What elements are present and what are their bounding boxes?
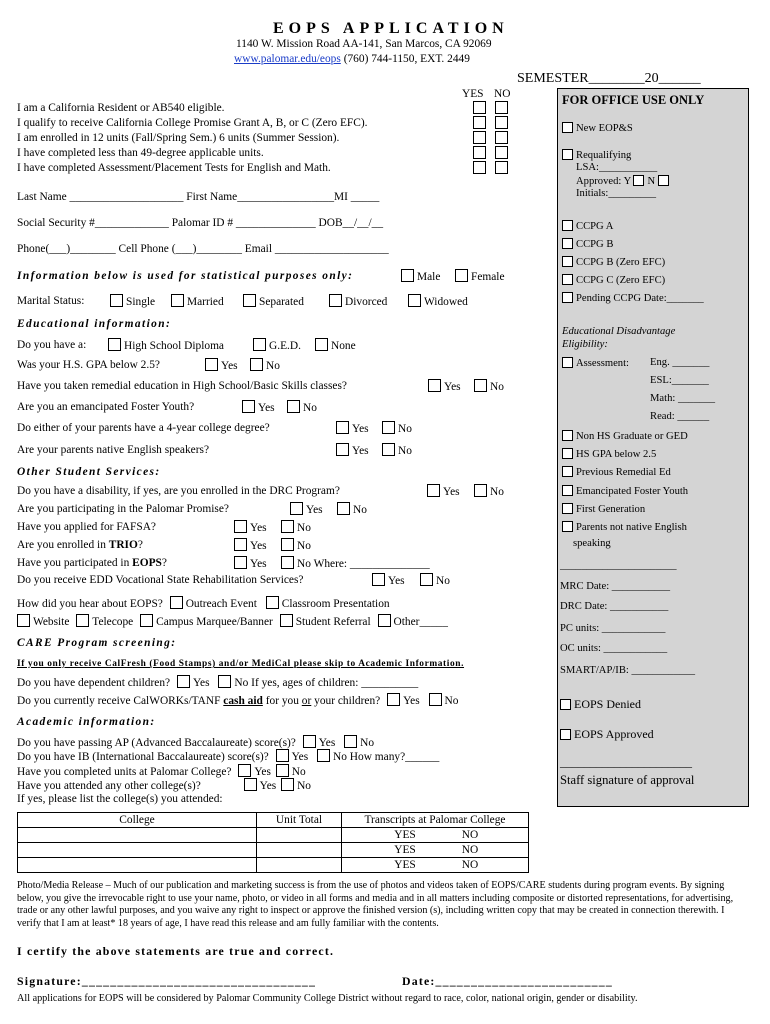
no-option[interactable]: No xyxy=(474,484,504,498)
office-speaking: speaking xyxy=(573,538,611,549)
office-drc-date[interactable]: DRC Date: ___________ xyxy=(560,601,669,612)
checkbox xyxy=(420,573,433,586)
yes-option[interactable]: Yes xyxy=(234,520,267,534)
office-divider: ______________________ xyxy=(560,560,677,571)
footer-notice: All applications for EOPS will be considered by Palomar Community College District without regard to race, color, national origin, gender or disability. xyxy=(17,993,638,1004)
care-note: If you only receive CalFresh (Food Stamps) and/or MediCal please skip to Academic Information. xyxy=(17,659,465,669)
yes-option[interactable]: Yes xyxy=(290,502,323,516)
checkbox xyxy=(562,274,573,285)
office-smart[interactable]: SMART/AP/IB: ____________ xyxy=(560,665,696,676)
marital-single[interactable]: Single xyxy=(110,294,155,308)
checkbox xyxy=(372,573,385,586)
staff-signature-line[interactable]: ______________________ xyxy=(560,755,692,769)
table-row: YES NO xyxy=(18,843,529,858)
marital-married[interactable]: Married xyxy=(171,294,224,308)
marital-separated[interactable]: Separated xyxy=(243,294,304,308)
have-diploma[interactable]: High School Diploma xyxy=(108,338,224,352)
checkbox[interactable] xyxy=(171,294,184,307)
office-ccpg-option[interactable]: CCPG B xyxy=(562,238,613,250)
checkbox xyxy=(562,122,573,133)
checkbox[interactable] xyxy=(408,294,421,307)
disadvantage-title: Educational Disadvantage Eligibility: xyxy=(562,326,676,350)
office-eops-denied[interactable]: EOPS Denied xyxy=(560,697,641,712)
office-new-eops[interactable]: New EOP&S xyxy=(562,122,633,134)
services-heading: Other Student Services: xyxy=(17,466,161,478)
eligibility-item: I am enrolled in 12 units (Fall/Spring Sem.) 6 units (Summer Session). xyxy=(17,132,340,144)
office-oc-units[interactable]: OC units: ____________ xyxy=(560,643,668,654)
hear-options-row2: Website Telecope Campus Marquee/Banner Student Referral Other_____ xyxy=(17,614,448,628)
checkbox[interactable] xyxy=(266,596,279,609)
care-heading: CARE Program screening: xyxy=(17,637,177,649)
checkbox xyxy=(562,503,573,514)
checkbox xyxy=(560,729,571,740)
gender-male[interactable]: Male xyxy=(401,269,440,283)
checkbox xyxy=(562,466,573,477)
checkbox[interactable] xyxy=(329,294,342,307)
calworks-question: Do you currently receive CalWORKs/TANF cash aid for you or your children? Yes No xyxy=(17,695,459,707)
eligibility-item: I am a California Resident or AB540 eligible. xyxy=(17,102,225,114)
office-initials[interactable]: Initials:_________ xyxy=(576,188,657,199)
checkbox xyxy=(562,521,573,532)
checkbox[interactable] xyxy=(253,338,266,351)
checkbox xyxy=(281,520,294,533)
checkbox[interactable] xyxy=(633,175,644,186)
eligibility-item: I have completed less than 49-degree applicable units. xyxy=(17,147,264,159)
office-ccpg-option[interactable]: Pending CCPG Date:_______ xyxy=(562,292,704,304)
office-assessment[interactable]: Assessment: xyxy=(562,357,629,369)
office-disadvantage-option[interactable]: Previous Remedial Ed xyxy=(562,466,671,478)
checkbox xyxy=(562,430,573,441)
checkbox[interactable] xyxy=(17,614,30,627)
office-ccpg-option[interactable]: CCPG A xyxy=(562,220,613,232)
phone-line[interactable]: Phone(___)________ Cell Phone (___)________ Email ____________________ xyxy=(17,243,389,255)
marital-divorced[interactable]: Divorced xyxy=(329,294,387,308)
checkbox xyxy=(474,484,487,497)
office-disadvantage-option[interactable]: HS GPA below 2.5 xyxy=(562,448,656,460)
checkbox xyxy=(428,379,441,392)
office-approved: Approved: Y N xyxy=(576,175,672,187)
office-math[interactable]: Math: _______ xyxy=(650,393,716,404)
office-read[interactable]: Read: ______ xyxy=(650,411,710,422)
yes-option[interactable]: Yes xyxy=(336,421,369,435)
eligibility-yes-checkbox[interactable] xyxy=(473,131,486,144)
checkbox xyxy=(287,400,300,413)
list-colleges-label: If yes, please list the college(s) you attended: xyxy=(17,793,223,805)
checkbox[interactable] xyxy=(658,175,669,186)
eligibility-yes-checkbox[interactable] xyxy=(473,101,486,114)
have-ged[interactable]: G.E.D. xyxy=(253,338,301,352)
eligibility-yes-checkbox[interactable] xyxy=(473,161,486,174)
parents-degree-question: Do either of your parents have a 4-year college degree? xyxy=(17,422,270,434)
promise-question: Are you participating in the Palomar Promise? xyxy=(17,503,229,515)
checkbox[interactable] xyxy=(140,614,153,627)
checkbox[interactable] xyxy=(280,614,293,627)
checkbox xyxy=(562,149,573,160)
yes-option[interactable]: Yes xyxy=(234,538,267,552)
checkbox xyxy=(234,520,247,533)
yes-option[interactable]: Yes xyxy=(428,379,461,393)
checkbox[interactable] xyxy=(218,675,231,688)
photo-release-text: Photo/Media Release – Much of our publication and marketing success is from the use of photos and videos taken of EOPS/CARE students during program events. By signing below, you give the irrevocable right to use your name, photo, or video in all forms and media and in all matters including composite or distorted representations, for advertising, trade or any other lawful purposes, and you waive any right to inspect or approve the finished version (s), including written copy that may be created in connection therewith. I verify that I am at least* 18 years of age, I have read this release and am fully familiar with the contents. xyxy=(17,880,734,929)
date-field[interactable]: Date:_________________________ xyxy=(402,974,613,988)
website-link[interactable]: www.palomar.edu/eops xyxy=(234,53,341,65)
checkbox[interactable] xyxy=(276,749,289,762)
eops-question: Have you participated in EOPS? xyxy=(17,557,167,569)
office-ccpg-option[interactable]: CCPG B (Zero EFC) xyxy=(562,256,665,268)
eligibility-no-checkbox[interactable] xyxy=(495,101,508,114)
eligibility-no-checkbox[interactable] xyxy=(495,116,508,129)
checkbox[interactable] xyxy=(387,693,400,706)
checkbox xyxy=(234,538,247,551)
checkbox[interactable] xyxy=(344,735,357,748)
yes-option[interactable]: Yes xyxy=(234,556,267,570)
checkbox xyxy=(562,357,573,368)
stats-heading: Information below is used for statistical purposes only: xyxy=(17,270,354,282)
office-disadvantage-option[interactable]: Emancipated Foster Youth xyxy=(562,485,688,497)
form-title: EOPS APPLICATION xyxy=(273,20,509,37)
checkbox xyxy=(562,292,573,303)
phone: (760) 744-1150, EXT. 2449 xyxy=(343,53,470,65)
no-option[interactable]: No xyxy=(474,379,504,393)
checkbox[interactable] xyxy=(110,294,123,307)
checkbox[interactable] xyxy=(238,764,251,777)
office-disadvantage-option[interactable]: Parents not native English xyxy=(562,521,687,533)
checkbox xyxy=(242,400,255,413)
checkbox xyxy=(290,502,303,515)
checkbox xyxy=(562,220,573,231)
other-college-question: Have you attended any other college(s)? Yes No xyxy=(17,780,311,792)
gender-female[interactable]: Female xyxy=(455,269,505,283)
no-option[interactable]: No xyxy=(281,520,311,534)
office-eops-approved[interactable]: EOPS Approved xyxy=(560,727,654,742)
checkbox xyxy=(562,238,573,249)
office-use-panel xyxy=(557,88,749,807)
office-disadvantage-option[interactable]: First Generation xyxy=(562,503,645,515)
yes-option[interactable]: Yes xyxy=(427,484,460,498)
children-question: Do you have dependent children? Yes No If yes, ages of children: __________ xyxy=(17,677,419,689)
checkbox xyxy=(382,443,395,456)
office-ccpg-option[interactable]: CCPG C (Zero EFC) xyxy=(562,274,665,286)
no-option[interactable]: No xyxy=(287,400,317,414)
table-row: YES NO xyxy=(18,858,529,873)
office-disadvantage-option[interactable]: Non HS Graduate or GED xyxy=(562,430,688,442)
have-none[interactable]: None xyxy=(315,338,356,352)
office-requalifying[interactable]: Requalifying xyxy=(562,149,631,161)
hear-question: How did you hear about EOPS? Outreach Event Classroom Presentation xyxy=(17,598,390,610)
fafsa-question: Have you applied for FAFSA? xyxy=(17,521,156,533)
checkbox[interactable] xyxy=(76,614,89,627)
foster-youth-question: Are you an emancipated Foster Youth? xyxy=(17,401,195,413)
gpa-question: Was your H.S. GPA below 2.5? xyxy=(17,359,160,371)
marital-label: Marital Status: xyxy=(17,295,85,307)
checkbox xyxy=(336,443,349,456)
checkbox[interactable] xyxy=(108,338,121,351)
checkbox[interactable] xyxy=(170,596,183,609)
checkbox xyxy=(427,484,440,497)
yes-option[interactable]: Yes xyxy=(336,443,369,457)
palomar-question: Have you completed units at Palomar College? Yes No xyxy=(17,766,306,778)
edd-question: Do you receive EDD Vocational State Rehabilitation Services? xyxy=(17,574,304,586)
yes-option[interactable]: Yes xyxy=(205,358,238,372)
checkbox[interactable] xyxy=(276,764,289,777)
no-option[interactable]: No xyxy=(281,538,311,552)
checkbox xyxy=(281,556,294,569)
office-mrc-date[interactable]: MRC Date: ___________ xyxy=(560,581,671,592)
col-college: College xyxy=(18,813,257,828)
eligibility-yes-checkbox[interactable] xyxy=(473,146,486,159)
checkbox xyxy=(562,256,573,267)
signature-field[interactable]: Signature:_________________________________ xyxy=(17,974,317,988)
eligibility-no-checkbox[interactable] xyxy=(495,161,508,174)
no-option[interactable]: No xyxy=(337,502,367,516)
checkbox xyxy=(337,502,350,515)
eligibility-yes-checkbox[interactable] xyxy=(473,116,486,129)
academic-heading: Academic information: xyxy=(17,716,156,728)
col-unit-total: Unit Total xyxy=(257,813,342,828)
checkbox[interactable] xyxy=(401,269,414,282)
checkbox xyxy=(250,358,263,371)
no-option[interactable]: No xyxy=(250,358,280,372)
name-line[interactable]: Last Name ____________________ First Name_________________MI _____ xyxy=(17,191,380,203)
eligibility-item: I qualify to receive California College Promise Grant A, B, or C (Zero EFC). xyxy=(17,117,368,129)
checkbox xyxy=(205,358,218,371)
eligibility-item: I have completed Assessment/Placement Tests for English and Math. xyxy=(17,162,331,174)
office-pc-units[interactable]: PC units: ____________ xyxy=(560,623,666,634)
office-title: FOR OFFICE USE ONLY xyxy=(562,93,705,107)
office-lsa[interactable]: LSA:___________ xyxy=(576,162,658,173)
no-header: NO xyxy=(494,88,511,100)
checkbox xyxy=(382,421,395,434)
checkbox xyxy=(336,421,349,434)
semester-field[interactable]: SEMESTER________20______ xyxy=(517,71,701,86)
remedial-question: Have you taken remedial education in High School/Basic Skills classes? xyxy=(17,380,347,392)
checkbox[interactable] xyxy=(429,693,442,706)
no-option[interactable]: No xyxy=(420,573,450,587)
checkbox[interactable] xyxy=(244,778,257,791)
checkbox[interactable] xyxy=(455,269,468,282)
office-esl[interactable]: ESL:_______ xyxy=(650,375,709,386)
yes-option[interactable]: Yes xyxy=(372,573,405,587)
yes-header: YES xyxy=(462,88,484,100)
education-heading: Educational information: xyxy=(17,318,172,330)
college-table xyxy=(17,812,529,873)
certify-statement: I certify the above statements are true and correct. xyxy=(17,944,335,958)
yes-option[interactable]: Yes xyxy=(242,400,275,414)
checkbox[interactable] xyxy=(315,338,328,351)
checkbox xyxy=(562,448,573,459)
ap-question: Do you have passing AP (Advanced Baccalaureate) score(s)? Yes No xyxy=(17,737,375,749)
ssn-line[interactable]: Social Security #_____________ Palomar ID # ______________ DOB__/__/__ xyxy=(17,217,384,229)
checkbox[interactable] xyxy=(177,675,190,688)
contact-line xyxy=(234,53,470,65)
marital-widowed[interactable]: Widowed xyxy=(408,294,468,308)
checkbox xyxy=(281,538,294,551)
trio-question: Are you enrolled in TRIO? xyxy=(17,539,143,551)
checkbox xyxy=(474,379,487,392)
ib-question: Do you have IB (International Baccalaureate) score(s)? Yes No How many?______ xyxy=(17,751,440,763)
no-option[interactable]: No xyxy=(382,443,412,457)
eligibility-no-checkbox[interactable] xyxy=(495,131,508,144)
office-eng[interactable]: Eng. _______ xyxy=(650,357,710,368)
checkbox[interactable] xyxy=(281,778,294,791)
parents-english-question: Are your parents native English speakers? xyxy=(17,444,209,456)
eligibility-no-checkbox[interactable] xyxy=(495,146,508,159)
table-row: YES NO xyxy=(18,828,529,843)
address: 1140 W. Mission Road AA-141, San Marcos, CA 92069 xyxy=(236,38,492,50)
checkbox xyxy=(562,485,573,496)
checkbox xyxy=(560,699,571,710)
col-transcripts: Transcripts at Palomar College xyxy=(342,813,529,828)
checkbox xyxy=(234,556,247,569)
staff-signature-label: Staff signature of approval xyxy=(560,773,695,787)
have-label: Do you have a: xyxy=(17,339,87,351)
drc-question: Do you have a disability, if yes, are you enrolled in the DRC Program? xyxy=(17,485,340,497)
no-option[interactable]: No xyxy=(382,421,412,435)
checkbox[interactable] xyxy=(378,614,391,627)
checkbox[interactable] xyxy=(317,749,330,762)
checkbox[interactable] xyxy=(243,294,256,307)
checkbox[interactable] xyxy=(303,735,316,748)
no-option[interactable]: No Where: ______________ xyxy=(281,556,430,570)
table-header-row xyxy=(18,813,529,828)
